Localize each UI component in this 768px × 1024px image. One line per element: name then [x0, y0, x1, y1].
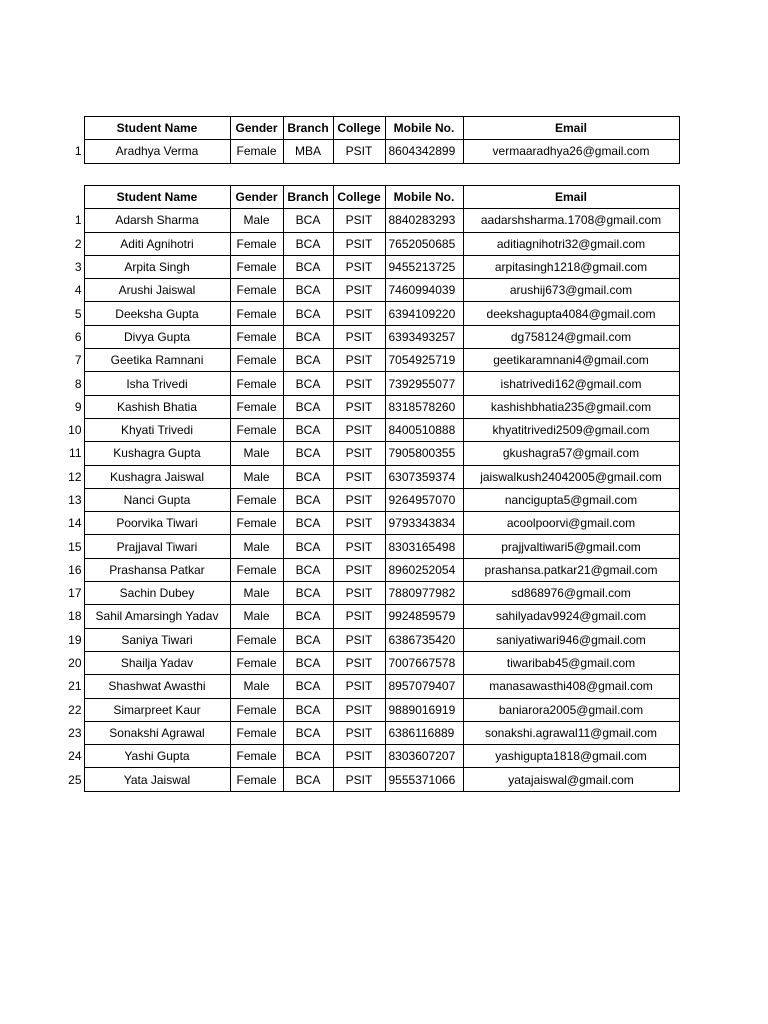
- cell-email: acoolpoorvi@gmail.com: [463, 512, 679, 535]
- cell-student-name: Kashish Bhatia: [84, 395, 230, 418]
- cell-gender: Female: [230, 721, 283, 744]
- cell-student-name: Deeksha Gupta: [84, 302, 230, 325]
- cell-student-name: Saniya Tiwari: [84, 628, 230, 651]
- table-row: [64, 140, 679, 163]
- cell-branch: BCA: [283, 605, 333, 628]
- cell-branch: BCA: [283, 698, 333, 721]
- cell-college: PSIT: [333, 745, 385, 768]
- cell-email: nancigupta5@gmail.com: [463, 488, 679, 511]
- header-gender: Gender: [230, 117, 283, 140]
- cell-gender: Female: [230, 372, 283, 395]
- cell-gender: Female: [230, 651, 283, 674]
- row-number: 1: [74, 144, 82, 159]
- cell-student-name: Sahil Amarsingh Yadav: [84, 605, 230, 628]
- table-row: [64, 651, 679, 674]
- cell-college: PSIT: [333, 605, 385, 628]
- cell-college: PSIT: [333, 651, 385, 674]
- row-number: 24: [68, 749, 82, 764]
- cell-student-name: Simarpreet Kaur: [84, 698, 230, 721]
- row-number: 1: [74, 213, 82, 228]
- header-college: College: [333, 186, 385, 209]
- cell-college: PSIT: [333, 512, 385, 535]
- cell-gender: Female: [230, 768, 283, 791]
- cell-branch: BCA: [283, 558, 333, 581]
- header-row: [64, 117, 679, 140]
- cell-mobile: 6386116889: [385, 721, 463, 744]
- cell-college: PSIT: [333, 698, 385, 721]
- cell-branch: BCA: [283, 675, 333, 698]
- cell-college: PSIT: [333, 465, 385, 488]
- table-row: [64, 395, 679, 418]
- cell-mobile: 8957079407: [385, 675, 463, 698]
- cell-student-name: Khyati Trivedi: [84, 418, 230, 441]
- header-row: [64, 186, 679, 209]
- cell-college: PSIT: [333, 232, 385, 255]
- header-student-name: Student Name: [84, 117, 230, 140]
- cell-email: sd868976@gmail.com: [463, 582, 679, 605]
- row-number: 8: [74, 376, 82, 391]
- table-row: [64, 582, 679, 605]
- cell-mobile: 7905800355: [385, 442, 463, 465]
- cell-email: sonakshi.agrawal11@gmail.com: [463, 721, 679, 744]
- table-body: [64, 140, 679, 163]
- row-number: 18: [68, 609, 82, 624]
- cell-student-name: Nanci Gupta: [84, 488, 230, 511]
- table-row: [64, 418, 679, 441]
- cell-gender: Female: [230, 349, 283, 372]
- row-number: 2: [74, 236, 82, 251]
- header-college: College: [333, 117, 385, 140]
- cell-mobile: 8960252054: [385, 558, 463, 581]
- cell-email: ishatrivedi162@gmail.com: [463, 372, 679, 395]
- row-number: 23: [68, 725, 82, 740]
- cell-student-name: Geetika Ramnani: [84, 349, 230, 372]
- cell-mobile: 7880977982: [385, 582, 463, 605]
- cell-student-name: Prajjaval Tiwari: [84, 535, 230, 558]
- cell-branch: BCA: [283, 465, 333, 488]
- cell-mobile: 9264957070: [385, 488, 463, 511]
- cell-college: PSIT: [333, 140, 385, 163]
- table-row: [64, 535, 679, 558]
- table-row: [64, 442, 679, 465]
- table-row: [64, 628, 679, 651]
- row-number: 21: [68, 679, 82, 694]
- header-email: Email: [463, 117, 679, 140]
- cell-email: yatajaiswal@gmail.com: [463, 768, 679, 791]
- cell-mobile: 8303165498: [385, 535, 463, 558]
- cell-gender: Male: [230, 675, 283, 698]
- cell-branch: BCA: [283, 279, 333, 302]
- row-number: 14: [68, 516, 82, 531]
- cell-mobile: 6393493257: [385, 325, 463, 348]
- cell-email: kashishbhatia235@gmail.com: [463, 395, 679, 418]
- cell-college: PSIT: [333, 255, 385, 278]
- table-row: [64, 325, 679, 348]
- cell-gender: Female: [230, 512, 283, 535]
- row-number-blank: [64, 186, 84, 209]
- cell-mobile: 9924859579: [385, 605, 463, 628]
- cell-email: aditiagnihotri32@gmail.com: [463, 232, 679, 255]
- table-row: [64, 209, 679, 232]
- row-number: 13: [68, 493, 82, 507]
- cell-email: khyatitrivedi2509@gmail.com: [463, 418, 679, 441]
- cell-email: saniyatiwari946@gmail.com: [463, 628, 679, 651]
- cell-student-name: Aditi Agnihotri: [84, 232, 230, 255]
- cell-branch: BCA: [283, 651, 333, 674]
- cell-branch: BCA: [283, 512, 333, 535]
- cell-branch: BCA: [283, 349, 333, 372]
- cell-branch: BCA: [283, 395, 333, 418]
- cell-student-name: Sachin Dubey: [84, 582, 230, 605]
- row-number: 11: [69, 446, 82, 461]
- cell-branch: BCA: [283, 745, 333, 768]
- cell-student-name: Shailja Yadav: [84, 651, 230, 674]
- cell-mobile: 9555371066: [385, 768, 463, 791]
- header-mobile: Mobile No.: [385, 117, 463, 140]
- row-number: 20: [68, 656, 82, 671]
- cell-college: PSIT: [333, 372, 385, 395]
- cell-gender: Male: [230, 442, 283, 465]
- cell-college: PSIT: [333, 768, 385, 791]
- cell-branch: BCA: [283, 255, 333, 278]
- row-number: 15: [68, 539, 82, 554]
- cell-college: PSIT: [333, 395, 385, 418]
- cell-gender: Female: [230, 418, 283, 441]
- cell-mobile: 7007667578: [385, 651, 463, 674]
- cell-student-name: Arpita Singh: [84, 255, 230, 278]
- cell-student-name: Yashi Gupta: [84, 745, 230, 768]
- cell-email: deekshagupta4084@gmail.com: [463, 302, 679, 325]
- cell-gender: Female: [230, 140, 283, 163]
- mba-student-table: [64, 116, 680, 164]
- cell-branch: BCA: [283, 232, 333, 255]
- cell-college: PSIT: [333, 582, 385, 605]
- cell-mobile: 8604342899: [385, 140, 463, 163]
- header-gender: Gender: [230, 186, 283, 209]
- header-branch: Branch: [283, 186, 333, 209]
- cell-mobile: 9793343834: [385, 512, 463, 535]
- cell-student-name: Aradhya Verma: [84, 140, 230, 163]
- cell-email: tiwaribab45@gmail.com: [463, 651, 679, 674]
- cell-mobile: 9455213725: [385, 255, 463, 278]
- cell-email: arpitasingh1218@gmail.com: [463, 255, 679, 278]
- cell-email: arushij673@gmail.com: [463, 279, 679, 302]
- cell-gender: Female: [230, 558, 283, 581]
- cell-gender: Female: [230, 302, 283, 325]
- cell-gender: Male: [230, 535, 283, 558]
- cell-branch: BCA: [283, 488, 333, 511]
- cell-student-name: Arushi Jaiswal: [84, 279, 230, 302]
- cell-student-name: Poorvika Tiwari: [84, 512, 230, 535]
- cell-email: prajjvaltiwari5@gmail.com: [463, 535, 679, 558]
- table-row: [64, 558, 679, 581]
- cell-mobile: 7392955077: [385, 372, 463, 395]
- cell-mobile: 8318578260: [385, 395, 463, 418]
- cell-gender: Male: [230, 605, 283, 628]
- table-row: [64, 721, 679, 744]
- row-number: 12: [68, 469, 82, 484]
- cell-college: PSIT: [333, 349, 385, 372]
- cell-email: geetikaramnani4@gmail.com: [463, 349, 679, 372]
- row-number: 5: [74, 306, 82, 321]
- cell-student-name: Adarsh Sharma: [84, 209, 230, 232]
- cell-student-name: Shashwat Awasthi: [84, 675, 230, 698]
- cell-gender: Male: [230, 582, 283, 605]
- cell-college: PSIT: [333, 325, 385, 348]
- cell-gender: Female: [230, 395, 283, 418]
- cell-email: sahilyadav9924@gmail.com: [463, 605, 679, 628]
- cell-mobile: 6386735420: [385, 628, 463, 651]
- header-branch: Branch: [283, 117, 333, 140]
- cell-gender: Female: [230, 325, 283, 348]
- cell-student-name: Prashansa Patkar: [84, 558, 230, 581]
- row-number: 19: [68, 632, 82, 647]
- row-number: 17: [68, 586, 82, 601]
- table-row: [64, 279, 679, 302]
- cell-mobile: 8303607207: [385, 745, 463, 768]
- row-number: 3: [74, 260, 82, 275]
- cell-college: PSIT: [333, 721, 385, 744]
- table-row: [64, 675, 679, 698]
- cell-gender: Female: [230, 255, 283, 278]
- cell-email: vermaaradhya26@gmail.com: [463, 140, 679, 163]
- cell-college: PSIT: [333, 209, 385, 232]
- row-number: 10: [68, 423, 82, 438]
- cell-college: PSIT: [333, 535, 385, 558]
- cell-branch: BCA: [283, 768, 333, 791]
- row-number: 6: [74, 329, 82, 344]
- bca-student-table: [64, 185, 680, 792]
- cell-college: PSIT: [333, 558, 385, 581]
- cell-student-name: Sonakshi Agrawal: [84, 721, 230, 744]
- cell-branch: BCA: [283, 418, 333, 441]
- table-row: [64, 232, 679, 255]
- table-row: [64, 372, 679, 395]
- table-row: [64, 768, 679, 791]
- cell-email: yashigupta1818@gmail.com: [463, 745, 679, 768]
- cell-student-name: Kushagra Jaiswal: [84, 465, 230, 488]
- cell-college: PSIT: [333, 279, 385, 302]
- row-number-blank: [64, 117, 84, 140]
- table-row: [64, 465, 679, 488]
- cell-email: prashansa.patkar21@gmail.com: [463, 558, 679, 581]
- table-row: [64, 349, 679, 372]
- cell-gender: Female: [230, 745, 283, 768]
- table-row: [64, 698, 679, 721]
- cell-email: gkushagra57@gmail.com: [463, 442, 679, 465]
- header-mobile: Mobile No.: [385, 186, 463, 209]
- cell-student-name: Isha Trivedi: [84, 372, 230, 395]
- cell-branch: BCA: [283, 325, 333, 348]
- table-row: [64, 255, 679, 278]
- row-number: 16: [68, 562, 82, 577]
- row-number: 4: [74, 283, 82, 298]
- cell-branch: BCA: [283, 442, 333, 465]
- cell-branch: BCA: [283, 302, 333, 325]
- cell-mobile: 6394109220: [385, 302, 463, 325]
- cell-gender: Female: [230, 232, 283, 255]
- cell-branch: BCA: [283, 582, 333, 605]
- cell-gender: Female: [230, 698, 283, 721]
- cell-mobile: 9889016919: [385, 698, 463, 721]
- cell-branch: BCA: [283, 535, 333, 558]
- cell-mobile: 8840283293: [385, 209, 463, 232]
- cell-college: PSIT: [333, 302, 385, 325]
- cell-mobile: 7054925719: [385, 349, 463, 372]
- table-row: [64, 512, 679, 535]
- table-row: [64, 745, 679, 768]
- row-number: 9: [74, 399, 82, 414]
- table-body: [64, 209, 679, 791]
- cell-college: PSIT: [333, 418, 385, 441]
- cell-gender: Female: [230, 279, 283, 302]
- cell-branch: BCA: [283, 372, 333, 395]
- cell-college: PSIT: [333, 442, 385, 465]
- row-number: 25: [68, 772, 82, 787]
- cell-email: aadarshsharma.1708@gmail.com: [463, 209, 679, 232]
- cell-email: dg758124@gmail.com: [463, 325, 679, 348]
- cell-branch: BCA: [283, 628, 333, 651]
- table-row: [64, 302, 679, 325]
- cell-email: baniarora2005@gmail.com: [463, 698, 679, 721]
- table-row: [64, 488, 679, 511]
- cell-student-name: Yata Jaiswal: [84, 768, 230, 791]
- cell-email: jaiswalkush24042005@gmail.com: [463, 465, 679, 488]
- cell-gender: Male: [230, 465, 283, 488]
- cell-branch: BCA: [283, 209, 333, 232]
- table-row: [64, 605, 679, 628]
- cell-mobile: 7460994039: [385, 279, 463, 302]
- cell-mobile: 6307359374: [385, 465, 463, 488]
- header-student-name: Student Name: [84, 186, 230, 209]
- cell-gender: Male: [230, 209, 283, 232]
- cell-student-name: Kushagra Gupta: [84, 442, 230, 465]
- cell-mobile: 7652050685: [385, 232, 463, 255]
- cell-college: PSIT: [333, 488, 385, 511]
- cell-branch: BCA: [283, 721, 333, 744]
- cell-student-name: Divya Gupta: [84, 325, 230, 348]
- row-number: 22: [68, 702, 82, 717]
- row-number: 7: [74, 353, 82, 368]
- cell-college: PSIT: [333, 628, 385, 651]
- cell-college: PSIT: [333, 675, 385, 698]
- cell-mobile: 8400510888: [385, 418, 463, 441]
- cell-email: manasawasthi408@gmail.com: [463, 675, 679, 698]
- cell-gender: Female: [230, 488, 283, 511]
- cell-branch: MBA: [283, 140, 333, 163]
- header-email: Email: [463, 186, 679, 209]
- cell-gender: Female: [230, 628, 283, 651]
